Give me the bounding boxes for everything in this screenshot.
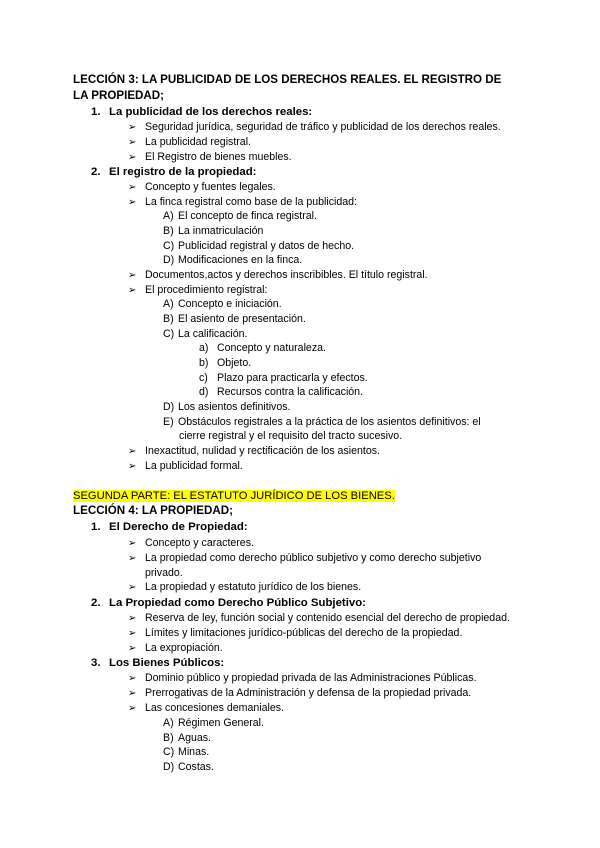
sub-item-text: Aguas. [178, 732, 211, 744]
sub-sub-list-item [199, 385, 363, 399]
list-item-continuation: privado. [145, 567, 183, 579]
sub-list-item [163, 224, 263, 238]
sub-item-text: Minas. [178, 746, 210, 758]
sub-list-item [163, 297, 282, 311]
section-label: El registro de la propiedad: [109, 166, 257, 178]
list-item [128, 120, 501, 135]
sub-item-text: Los asientos definitivos. [178, 401, 291, 413]
sub-list-item [163, 312, 306, 326]
sub-item-marker: d) [199, 386, 209, 398]
sub-item-marker: B) [163, 225, 174, 237]
sub-item-text: La inmatriculación [178, 225, 264, 237]
arrowhead-bullet-icon: ➢ [128, 538, 137, 549]
list-item-text: La propiedad como derecho público subjetivo y como derecho subjetivo [145, 552, 482, 564]
list-item [128, 180, 276, 195]
sub-list-item [163, 716, 264, 730]
sub-list-item-continuation: cierre registral y el requisito del tracto sucesivo. [179, 430, 403, 442]
list-item-text: La propiedad y estatuto jurídico de los bienes. [145, 581, 362, 593]
sub-sub-list-item [199, 356, 251, 370]
lesson4-section1-heading [91, 520, 248, 534]
arrowhead-bullet-icon: ➢ [128, 553, 137, 564]
list-item [128, 701, 284, 716]
list-item [128, 626, 462, 641]
list-item [128, 150, 292, 165]
sub-list-item [163, 760, 214, 774]
sub-list-item [163, 415, 481, 429]
sub-item-text: Objeto. [217, 357, 252, 369]
sub-list-item [163, 400, 290, 414]
sub-item-marker: b) [199, 357, 209, 369]
list-item-text: La finca registral como base de la publicidad: [145, 196, 357, 208]
arrowhead-bullet-icon: ➢ [128, 461, 137, 472]
list-item-text: La publicidad registral. [145, 136, 251, 148]
lesson3-title-line2: LA PROPIEDAD; [73, 89, 165, 102]
sub-sub-list-item [199, 371, 368, 385]
list-item [128, 686, 471, 701]
lesson3-section2-heading [91, 165, 256, 179]
sub-item-marker: A) [163, 210, 174, 222]
sub-item-marker: D) [163, 401, 175, 413]
list-item-text: Concepto y caracteres. [145, 537, 254, 549]
arrowhead-bullet-icon: ➢ [128, 446, 137, 457]
sub-item-text: Concepto y naturaleza. [217, 342, 326, 354]
list-item-text: Seguridad jurídica, seguridad de tráfico y publicidad de los derechos reales. [145, 121, 501, 133]
part2-heading [73, 489, 395, 503]
list-item-text: El Registro de bienes muebles. [145, 151, 292, 163]
list-item [128, 268, 428, 283]
sub-item-text: El asiento de presentación. [178, 313, 306, 325]
sub-item-text: Plazo para practicarla y efectos. [217, 372, 368, 384]
sub-item-marker: A) [163, 717, 174, 729]
list-item-text: Límites y limitaciones jurídico-públicas del derecho de la propiedad. [145, 627, 463, 639]
lesson4-section3-heading [91, 656, 224, 670]
arrowhead-bullet-icon: ➢ [128, 582, 137, 593]
lesson3-title-line1: LECCIÓN 3: LA PUBLICIDAD DE LOS DERECHOS REALES. EL REGISTRO DE [73, 73, 502, 86]
list-item [128, 135, 251, 150]
sub-list-item [163, 209, 317, 223]
list-item-text: Inexactitud, nulidad y rectificación de los asientos. [145, 445, 380, 457]
arrowhead-bullet-icon: ➢ [128, 152, 137, 163]
section-number: 1. [91, 521, 101, 533]
sub-item-text: Publicidad registral y datos de hecho. [178, 240, 355, 252]
list-item-text: La expropiación. [145, 642, 223, 654]
arrowhead-bullet-icon: ➢ [128, 703, 137, 714]
list-item-text: El procedimiento registral: [145, 284, 268, 296]
sub-item-text: Obstáculos registrales a la práctica de los asientos definitivos: el [178, 416, 481, 428]
section-label: La publicidad de los derechos reales: [109, 106, 313, 118]
arrowhead-bullet-icon: ➢ [128, 285, 137, 296]
list-item-text: Dominio público y propiedad privada de las Administraciones Públicas. [145, 672, 477, 684]
sub-item-marker: B) [163, 732, 174, 744]
section-number: 3. [91, 657, 101, 669]
list-item [128, 551, 481, 566]
list-item [128, 459, 243, 474]
sub-item-marker: D) [163, 254, 175, 266]
list-item-text: La publicidad formal. [145, 460, 243, 472]
sub-item-marker: E) [163, 416, 174, 428]
arrowhead-bullet-icon: ➢ [128, 182, 137, 193]
list-item [128, 580, 361, 595]
arrowhead-bullet-icon: ➢ [128, 673, 137, 684]
list-item-text: Las concesiones demaniales. [145, 702, 284, 714]
sub-list-item [163, 327, 248, 341]
list-item [128, 283, 267, 298]
lesson3-section1-heading [91, 105, 312, 119]
sub-item-marker: c) [199, 372, 208, 384]
arrowhead-bullet-icon: ➢ [128, 643, 137, 654]
section-label: Los Bienes Públicos: [109, 657, 225, 669]
lesson4-section2-heading [91, 596, 366, 610]
highlighted-heading-text: SEGUNDA PARTE: EL ESTATUTO JURÍDICO DE LOS BIENES. [73, 490, 395, 502]
arrowhead-bullet-icon: ➢ [128, 688, 137, 699]
arrowhead-bullet-icon: ➢ [128, 613, 137, 624]
lesson4-title: LECCIÓN 4: LA PROPIEDAD; [73, 504, 233, 517]
sub-item-text: Costas. [178, 761, 214, 773]
list-item [128, 444, 380, 459]
arrowhead-bullet-icon: ➢ [128, 628, 137, 639]
arrowhead-bullet-icon: ➢ [128, 137, 137, 148]
section-number: 2. [91, 597, 101, 609]
list-item [128, 611, 510, 626]
list-item [128, 195, 357, 210]
sub-list-item [163, 745, 209, 759]
list-item [128, 536, 254, 551]
list-item-text: Reserva de ley, función social y contenido esencial del derecho de propiedad. [145, 612, 510, 624]
sub-sub-list-item [199, 341, 326, 355]
sub-item-marker: C) [163, 240, 175, 252]
sub-item-marker: C) [163, 328, 175, 340]
sub-item-marker: C) [163, 746, 175, 758]
sub-item-marker: B) [163, 313, 174, 325]
arrowhead-bullet-icon: ➢ [128, 122, 137, 133]
sub-item-marker: D) [163, 761, 175, 773]
arrowhead-bullet-icon: ➢ [128, 270, 137, 281]
sub-list-item [163, 239, 354, 253]
sub-item-text: Régimen General. [178, 717, 264, 729]
list-item [128, 671, 477, 686]
section-label: El Derecho de Propiedad: [109, 521, 248, 533]
sub-item-text: Concepto e iniciación. [178, 298, 282, 310]
sub-item-text: La calificación. [178, 328, 248, 340]
list-item [128, 641, 223, 656]
sub-list-item [163, 253, 302, 267]
section-number: 2. [91, 166, 101, 178]
list-item-text: Prerrogativas de la Administración y defensa de la propiedad privada. [145, 687, 472, 699]
list-item-text: Documentos,actos y derechos inscribibles. El título registral. [145, 269, 428, 281]
sub-item-text: El concepto de finca registral. [178, 210, 317, 222]
sub-list-item [163, 731, 211, 745]
section-number: 1. [91, 106, 101, 118]
sub-item-marker: A) [163, 298, 174, 310]
sub-item-text: Modificaciones en la finca. [178, 254, 303, 266]
section-label: La Propiedad como Derecho Público Subjetivo: [109, 597, 366, 609]
list-item-text: Concepto y fuentes legales. [145, 181, 276, 193]
sub-item-text: Recursos contra la calificación. [217, 386, 364, 398]
arrowhead-bullet-icon: ➢ [128, 197, 137, 208]
sub-item-marker: a) [199, 342, 209, 354]
